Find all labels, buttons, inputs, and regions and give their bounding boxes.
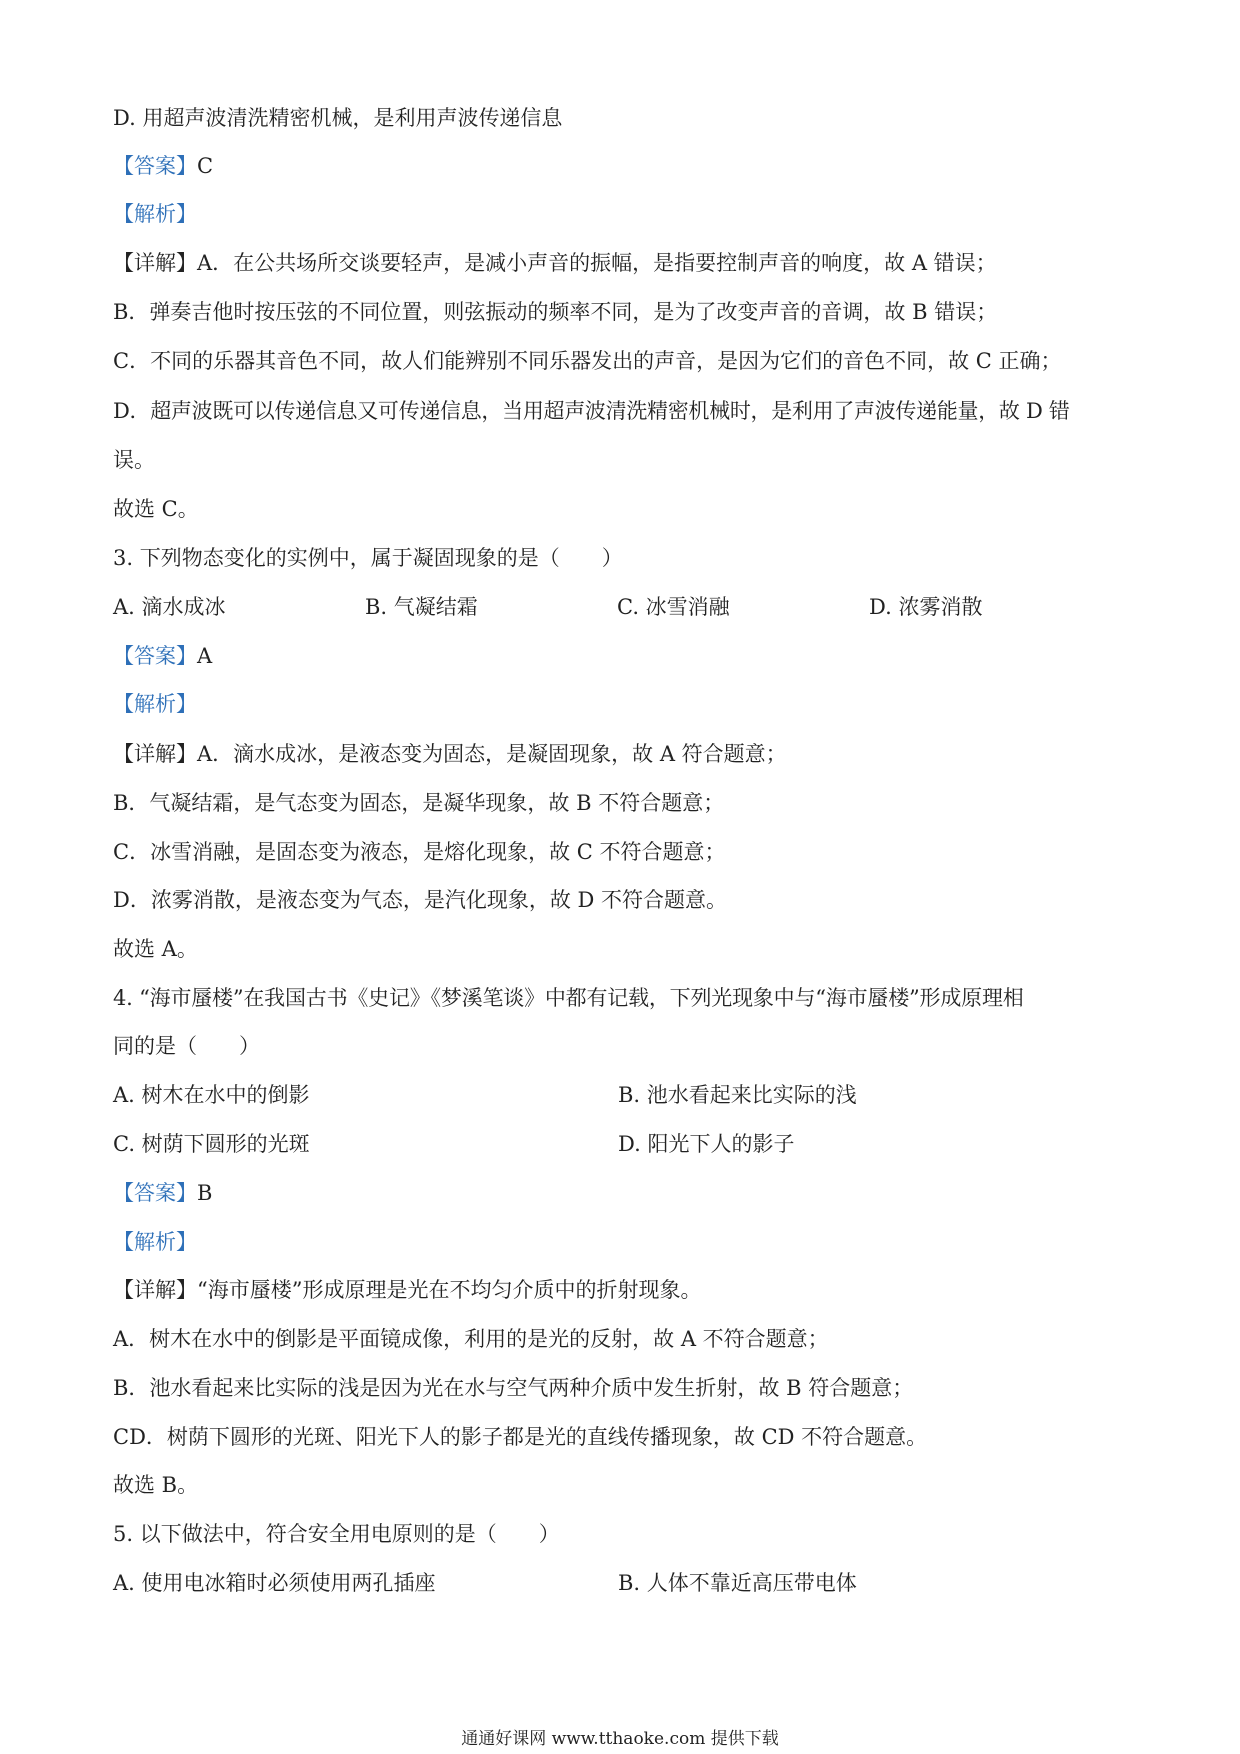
q2-detail-d-line2: 误。: [113, 448, 155, 472]
answer-value: C: [197, 154, 214, 178]
q3-answer: [113, 642, 212, 670]
q3-option-d: D. 浓雾消散: [869, 595, 983, 619]
q2-option-d: D. 用超声波清洗精密机械，是利用声波传递信息: [113, 106, 563, 130]
q3-option-a: A. 滴水成冰: [113, 595, 226, 619]
q4-option-b: B. 池水看起来比实际的浅: [618, 1083, 857, 1107]
q3-detail-b: B．气凝结霜，是气态变为固态，是凝华现象，故 B 不符合题意；: [113, 791, 725, 815]
q4-detail-a: A．树木在水中的倒影是平面镜成像，利用的是光的反射，故 A 不符合题意；: [113, 1327, 829, 1351]
q4-question-line2: 同的是（ ）: [113, 1034, 260, 1058]
answer-tag: 【答案】: [113, 154, 197, 178]
q2-answer: [113, 152, 213, 180]
answer-tag: 【答案】: [113, 1181, 197, 1205]
q4-option-d: D. 阳光下人的影子: [618, 1132, 795, 1156]
q2-detail-b: B．弹奏吉他时按压弦的不同位置，则弦振动的频率不同，是为了改变声音的音调，故 B 错误；: [113, 300, 998, 324]
q2-conclusion: 故选 C。: [113, 497, 199, 521]
answer-value: A: [197, 644, 213, 668]
q4-conclusion: 故选 B。: [113, 1473, 199, 1497]
q4-option-a: A. 树木在水中的倒影: [113, 1083, 310, 1107]
q2-detail-c: C．不同的乐器其音色不同，故人们能辨别不同乐器发出的声音，是因为它们的音色不同，故 C 正确；: [113, 349, 1062, 373]
q3-option-c: C. 冰雪消融: [617, 595, 730, 619]
q5-option-a: A. 使用电冰箱时必须使用两孔插座: [113, 1571, 436, 1595]
q2-detail-a: 【详解】A．在公共场所交谈要轻声，是减小声音的振幅，是指要控制声音的响度，故 A 错误；: [113, 251, 997, 275]
q4-option-c: C. 树荫下圆形的光斑: [113, 1132, 310, 1156]
q2-analysis-tag: 【解析】: [113, 202, 197, 226]
q3-option-b: B. 气凝结霜: [365, 595, 478, 619]
q4-detail-cd: CD．树荫下圆形的光斑、阳光下人的影子都是光的直线传播现象，故 CD 不符合题意。: [113, 1425, 928, 1449]
q2-detail-d-line1: D．超声波既可以传递信息又可传递信息，当用超声波清洗精密机械时，是利用了声波传递能量，故 D 错: [113, 399, 1070, 423]
q5-question: 5. 以下做法中，符合安全用电原则的是（ ）: [113, 1522, 560, 1546]
q3-detail-c: C．冰雪消融，是固态变为液态，是熔化现象，故 C 不符合题意；: [113, 840, 726, 864]
q5-option-b: B. 人体不靠近高压带电体: [618, 1571, 857, 1595]
q4-detail-b: B．池水看起来比实际的浅是因为光在水与空气两种介质中发生折射，故 B 符合题意；: [113, 1376, 914, 1400]
q3-analysis-tag: 【解析】: [113, 692, 197, 716]
q3-detail-a: 【详解】A．滴水成冰，是液态变为固态，是凝固现象，故 A 符合题意；: [113, 742, 787, 766]
q4-detail-intro: 【详解】“海市蜃楼”形成原理是光在不均匀介质中的折射现象。: [113, 1278, 702, 1302]
page-footer: 通通好课网 www.tthaoke.com 提供下载: [461, 1729, 779, 1749]
q3-conclusion: 故选 A。: [113, 937, 198, 961]
q4-question-line1: 4. “海市蜃楼”在我国古书《史记》《梦溪笔谈》中都有记载，下列光现象中与“海市蜃楼”形成原理相: [113, 986, 1024, 1010]
q3-question: 3. 下列物态变化的实例中，属于凝固现象的是（ ）: [113, 546, 623, 570]
answer-tag: 【答案】: [113, 644, 197, 668]
q4-analysis-tag: 【解析】: [113, 1230, 197, 1254]
q4-answer: [113, 1179, 212, 1207]
q3-detail-d: D．浓雾消散，是液态变为气态，是汽化现象，故 D 不符合题意。: [113, 888, 728, 912]
answer-value: B: [197, 1181, 213, 1205]
